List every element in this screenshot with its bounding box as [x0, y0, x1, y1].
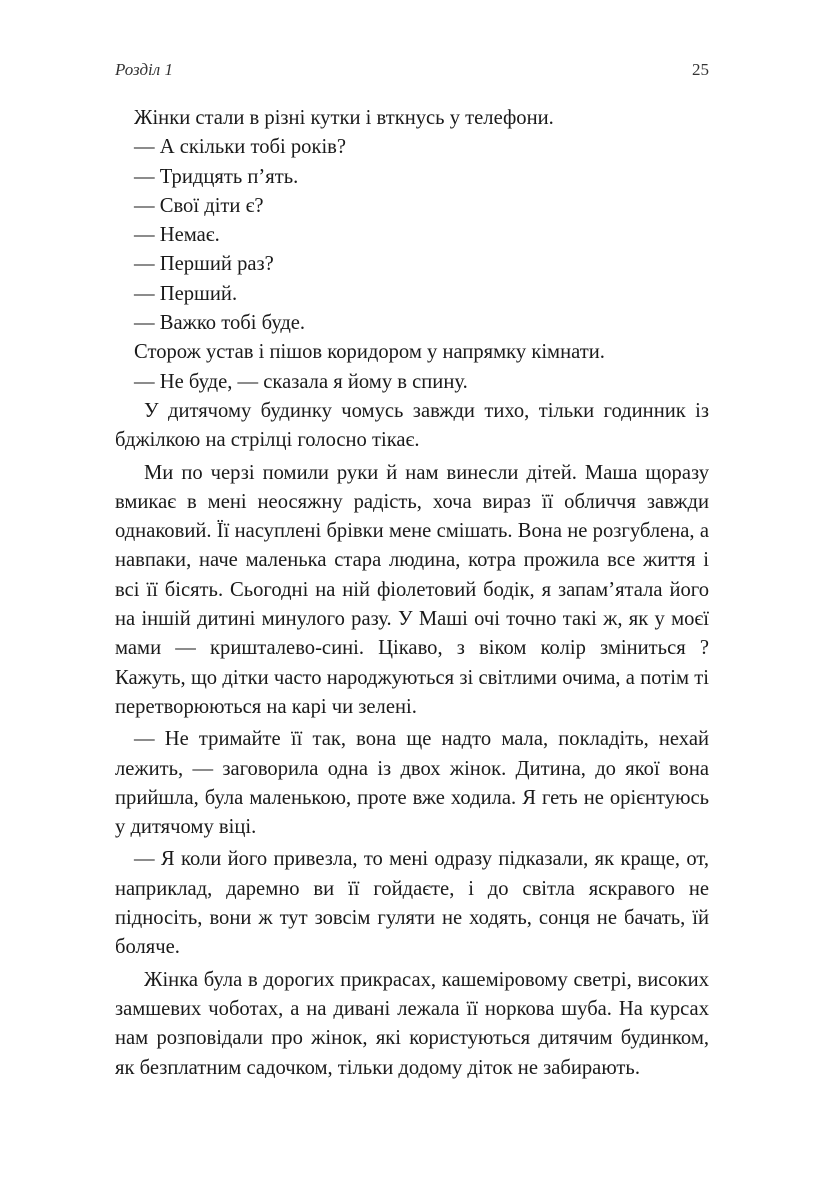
body-text — [115, 104, 709, 1083]
dialogue-line: — Тридцять п’ять. — [134, 165, 299, 188]
paragraph: Жінки стали в різні кутки і вткнусь у телефони. — [134, 107, 554, 129]
dialogue-line: — А скільки тобі років? — [134, 136, 347, 159]
paragraph: Ми по черзі помили руки й нам винесли дітей. Маша щоразу вмикає в мені неосяжну радість, хоча вираз її обличчя завжди однаковий. Її насуплені брівки мене смішать. Вона не розгублена, а навпаки, наче маленька стара людина, котра прожила все життя і всі її бісять. Сьогодні на ній фіолетовий бодік, я запам’ятала його на іншій дитині минулого разу. У Маші очі точно такі ж, як у моєї мами — кришталево-сині. Цікаво, з віком колір зміниться ? Кажуть, що дітки часто народжуються зі світлими очима, а потім ті перетворюються на карі чи зелені. — [115, 461, 709, 718]
dialogue-line: — Не буде, — сказала я йому в спину. — [134, 370, 468, 393]
dialogue-line: — Перший. — [134, 282, 238, 305]
chapter-title: Розділ 1 — [115, 60, 173, 79]
paragraph: Сторож устав і пішов коридором у напрямку кімнати. — [134, 341, 605, 364]
dialogue-line: — Немає. — [134, 224, 220, 247]
page-number: 25 — [692, 60, 709, 79]
dialogue-line: — Перший раз? — [134, 253, 274, 276]
paragraph: Жінка була в дорогих прикрасах, кашеміровому светрі, високих замшевих чоботах, а на дивані лежала її норкова шуба. На курсах нам розповідали про жінок, які користуються дитячим будинком, як безплатним садочком, тільки додому діток не забирають. — [115, 968, 709, 1079]
dialogue-line: — Я коли його привезла, то мені одразу підказали, як краще, от, наприклад, даремно ви її гойдаєте, і до світла яскравого не підносіть, вони ж тут зовсім гуляти не ходять, сонця не бачать, їй боляче. — [115, 848, 709, 959]
dialogue-line: — Свої діти є? — [134, 194, 264, 217]
dialogue-line: — Важко тобі буде. — [134, 312, 306, 335]
paragraph: У дитячому будинку чомусь завжди тихо, тільки годинник із бджілкою на стрілці голосно тікає. — [115, 399, 709, 452]
dialogue-line: — Не тримайте її так, вона ще надто мала, покладіть, нехай лежить, — заговорила одна із двох жінок. Дитина, до якої вона прийшла, була маленькою, проте вже ходила. Я геть не орієнтуюсь у дитячому віці. — [115, 728, 709, 839]
running-header — [115, 60, 709, 84]
